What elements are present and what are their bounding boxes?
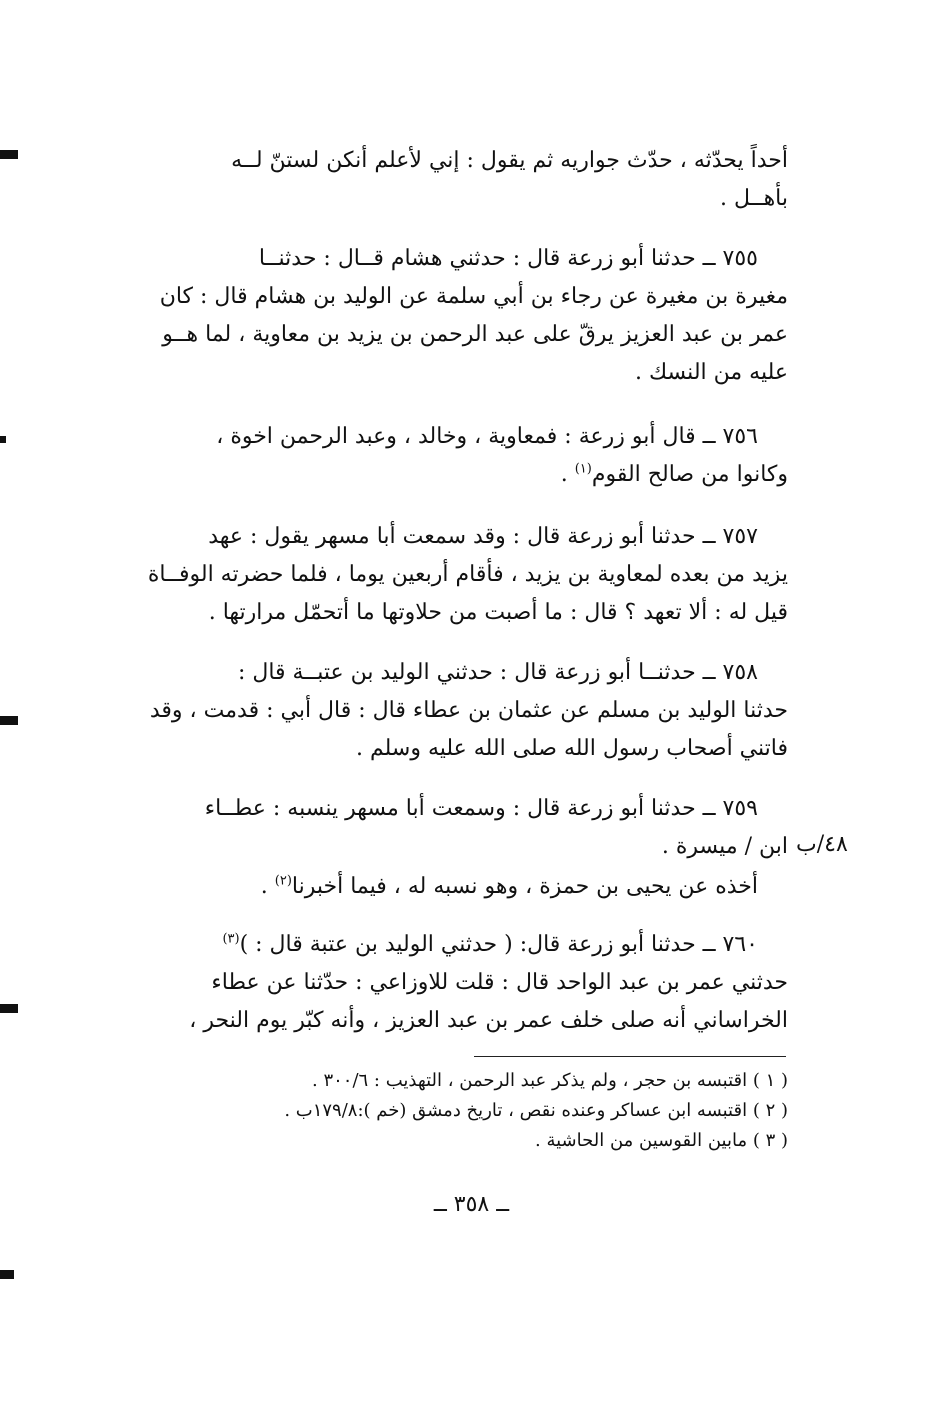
text-line: يزيد من بعده لمعاوية بن يزيد ، فأقام أربعين يوما ، فلما حضرته الوفــاة <box>147 562 788 587</box>
text-line: الخراساني أنه صلى خلف عمر بن عبد العزيز ، وأنه كبّر يوم النحر ، <box>189 1008 788 1033</box>
scan-edge-mark <box>0 150 18 159</box>
text-line: ٧٥٥ ــ حدثنا أبو زرعة قال : حدثني هشام قــال : حدثنــا <box>258 246 758 271</box>
paragraph-759-continued <box>140 868 788 906</box>
footnotes <box>150 1066 788 1156</box>
footnote-ref: (١) <box>574 461 592 477</box>
text-line: ٧٥٧ ــ حدثنا أبو زرعة قال : وقد سمعت أبا مسهر يقول : عهد <box>208 524 758 549</box>
scan-edge-mark <box>0 436 6 443</box>
footnote-ref: (٢) <box>274 873 292 889</box>
footnote: ( ١ ) اقتبسه بن حجر ، ولم يذكر عبد الرحمن ، التهذيب : ٣٠٠/٦ . <box>311 1070 788 1091</box>
text-line: فاتني أصحاب رسول الله صلى الله عليه وسلم . <box>356 736 788 761</box>
paragraph-continuation <box>140 142 788 218</box>
paragraph-760 <box>140 926 788 1040</box>
text-line: حدثني عمر بن عبد الواحد قال : قلت للاوزاعي : حدّثنا عن عطاء <box>211 970 788 995</box>
manuscript-folio-note: ٤٨/ب <box>796 832 848 857</box>
footnote-ref: (٣) <box>222 931 240 947</box>
text-line: ٧٥٩ ــ حدثنا أبو زرعة قال : وسمعت أبا مسهر ينسبه : عطــاء <box>204 796 758 821</box>
text-line: ٧٦٠ ــ حدثنا أبو زرعة قال: ( حدثني الوليد بن عتبة قال : )$^{(٣)}$ <box>222 931 758 957</box>
scan-edge-mark <box>0 716 18 725</box>
text-line: بأهــل . <box>720 186 788 211</box>
text-line: مغيرة بن مغيرة عن رجاء بن أبي سلمة عن الوليد بن هشام قال : كان <box>159 284 788 309</box>
text-line: ٧٥٨ ــ حدثنــا أبو زرعة قال : حدثني الوليد بن عتبــة قال : <box>237 660 758 685</box>
footnote-separator <box>474 1056 786 1057</box>
text-line: حدثنا الوليد بن مسلم عن عثمان بن عطاء قال : قال أبي : قدمت ، وقد <box>149 698 788 723</box>
text-line: أحداً يحدّثه ، حدّث جواريه ثم يقول : إني لأعلم أنكن لستنّ لــه <box>231 148 788 173</box>
footnote: ( ٢ ) اقتبسه ابن عساكر وعنده نقص ، تاريخ دمشق (خم ):١٧٩/٨ب . <box>284 1100 788 1121</box>
page-number: ــ ٣٥٨ ــ <box>433 1192 510 1217</box>
text-line: أخذه عن يحيى بن حمزة ، وهو نسبه له ، فيما أخبرنا$^{(٢)}$ . <box>260 873 758 899</box>
scan-edge-mark <box>0 1270 14 1279</box>
text-line: وكانوا من صالح القوم$^{(١)}$ . <box>560 461 788 487</box>
text-line: قيل له : ألا تعهد ؟ قال : ما أصبت من حلاوتها ما أتحمّل مرارتها . <box>208 600 788 625</box>
paragraph-757 <box>140 518 788 632</box>
paragraph-759 <box>140 790 788 866</box>
text-line: ٧٥٦ ــ قال أبو زرعة : فمعاوية ، وخالد ، وعبد الرحمن اخوة ، <box>216 424 758 449</box>
text-line: عليه من النسك . <box>635 360 788 385</box>
paragraph-756 <box>140 418 788 494</box>
paragraph-755 <box>140 240 788 392</box>
text-line: عمر بن عبد العزيز يرقّ على عبد الرحمن بن يزيد بن معاوية ، لما هــو <box>162 322 788 347</box>
footnote: ( ٣ ) مابين القوسين من الحاشية . <box>535 1130 788 1151</box>
scan-edge-mark <box>0 1004 18 1013</box>
text-line: ابن / ميسرة . <box>661 834 788 859</box>
paragraph-758 <box>140 654 788 768</box>
